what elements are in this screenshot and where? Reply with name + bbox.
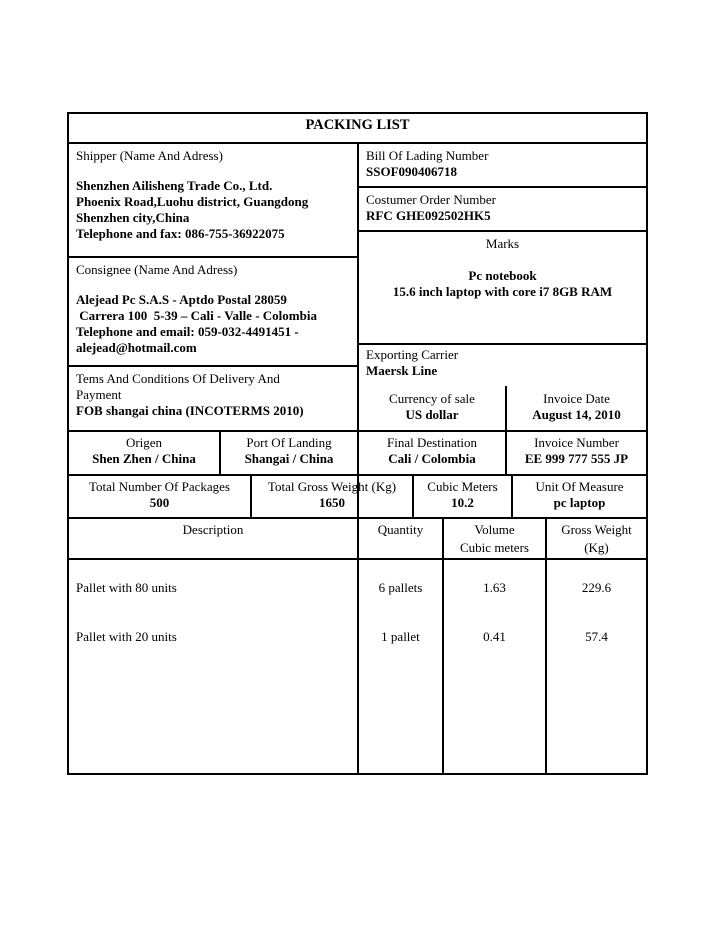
cubic-meters-value: 10.2 xyxy=(451,495,474,510)
header-volume-text: Cubic meters xyxy=(460,540,529,555)
terms-value: FOB shangai china (INCOTERMS 2010) xyxy=(76,403,304,418)
row-volume: 1.63 xyxy=(483,580,506,595)
origin-value: Shen Zhen / China xyxy=(92,451,196,466)
row-description: Pallet with 20 units xyxy=(76,629,177,644)
invoice-number-label: Invoice Number xyxy=(534,435,619,450)
total-gross-weight-label: Total Gross Weight (Kg) xyxy=(267,479,397,494)
consignee-line: Telephone and email: 059-032-4491451 - xyxy=(76,324,299,339)
invoice-date-label: Invoice Date xyxy=(543,391,610,406)
shipper-line: Phoenix Road,Luohu district, Guangdong xyxy=(76,194,309,209)
unit-of-measure-label: Unit Of Measure xyxy=(535,479,624,494)
unit-of-measure-block xyxy=(513,479,646,511)
final-destination-label: Final Destination xyxy=(387,435,477,450)
exporting-carrier-value: Maersk Line xyxy=(366,363,438,378)
marks-line: Pc notebook xyxy=(468,268,537,283)
cubic-meters-block xyxy=(414,479,511,511)
shipper-line: Shenzhen city,China xyxy=(76,210,190,225)
consignee-label: Consignee (Name And Adress) xyxy=(76,262,238,277)
header-quantity-text: Quantity xyxy=(377,522,424,537)
shipper-line: Telephone and fax: 086-755-36922075 xyxy=(76,226,285,241)
customer-order-label: Costumer Order Number xyxy=(366,192,496,207)
total-packages-block xyxy=(69,479,250,511)
rule xyxy=(357,517,359,773)
invoice-date-value: August 14, 2010 xyxy=(532,407,621,422)
port-of-landing-label: Port Of Landing xyxy=(246,435,332,450)
packing-list-document xyxy=(67,112,648,775)
rule xyxy=(357,186,646,188)
row-quantity: 6 pallets xyxy=(378,580,423,595)
final-destination-value: Cali / Colombia xyxy=(388,451,476,466)
invoice-number-value: EE 999 777 555 JP xyxy=(524,451,629,466)
header-quantity xyxy=(359,522,442,538)
header-volume xyxy=(444,522,545,556)
origin-block xyxy=(69,435,219,467)
cubic-meters-label: Cubic Meters xyxy=(427,479,498,494)
rule xyxy=(69,365,357,367)
invoice-number-block xyxy=(507,435,646,467)
total-packages-value: 500 xyxy=(149,495,170,510)
total-gross-weight-value: 1650 xyxy=(319,495,345,510)
customer-order-block xyxy=(366,192,644,224)
shipper-line: Shenzhen Ailisheng Trade Co., Ltd. xyxy=(76,178,273,193)
header-description-text: Description xyxy=(182,522,244,537)
marks-block xyxy=(359,236,646,300)
row-gross-weight: 57.4 xyxy=(585,629,608,644)
row-description: Pallet with 80 units xyxy=(76,580,177,595)
header-volume-text: Volume xyxy=(474,522,515,537)
terms-block xyxy=(76,371,356,419)
marks-line: 15.6 inch laptop with core i7 8GB RAM xyxy=(392,284,613,299)
consignee-line: Carrera 100 5-39 – Cali - Valle - Colombia xyxy=(76,308,317,323)
shipper-label: Shipper (Name And Adress) xyxy=(76,148,223,163)
header-description xyxy=(69,522,357,538)
unit-of-measure-value: pc laptop xyxy=(553,495,606,510)
document-title: PACKING LIST xyxy=(305,117,410,133)
invoice-date-block xyxy=(507,391,646,423)
header-gross-weight-text: Gross Weight xyxy=(561,522,632,537)
rule xyxy=(357,343,646,345)
consignee-line: alejead@hotmail.com xyxy=(76,340,197,355)
bill-of-lading-label: Bill Of Lading Number xyxy=(366,148,489,163)
terms-label: Tems And Conditions Of Delivery And xyxy=(76,371,280,386)
bill-of-lading-value: SSOF090406718 xyxy=(366,164,458,179)
row-quantity: 1 pallet xyxy=(381,629,420,644)
total-gross-weight-block xyxy=(252,479,412,511)
terms-label: Payment xyxy=(76,387,122,402)
currency-label: Currency of sale xyxy=(389,391,475,406)
rule xyxy=(69,256,357,258)
exporting-carrier-block xyxy=(366,347,644,379)
currency-block xyxy=(359,391,505,423)
bill-of-lading-block xyxy=(366,148,644,180)
total-packages-label: Total Number Of Packages xyxy=(89,479,230,494)
header-gross-weight xyxy=(547,522,646,556)
shipper-block xyxy=(76,148,356,242)
header-gross-weight-text: (Kg) xyxy=(584,540,609,555)
consignee-line: Alejead Pc S.A.S - Aptdo Postal 28059 xyxy=(76,292,287,307)
port-of-landing-value: Shangai / China xyxy=(244,451,334,466)
port-of-landing-block xyxy=(221,435,357,467)
exporting-carrier-label: Exporting Carrier xyxy=(366,347,459,362)
consignee-block xyxy=(76,262,356,356)
marks-label: Marks xyxy=(485,236,520,251)
row-volume: 0.41 xyxy=(483,629,506,644)
rule xyxy=(357,230,646,232)
currency-value: US dollar xyxy=(405,407,459,422)
row-gross-weight: 229.6 xyxy=(581,580,612,595)
final-destination-block xyxy=(359,435,505,467)
customer-order-value: RFC GHE092502HK5 xyxy=(366,208,491,223)
origin-label: Origen xyxy=(125,435,163,450)
